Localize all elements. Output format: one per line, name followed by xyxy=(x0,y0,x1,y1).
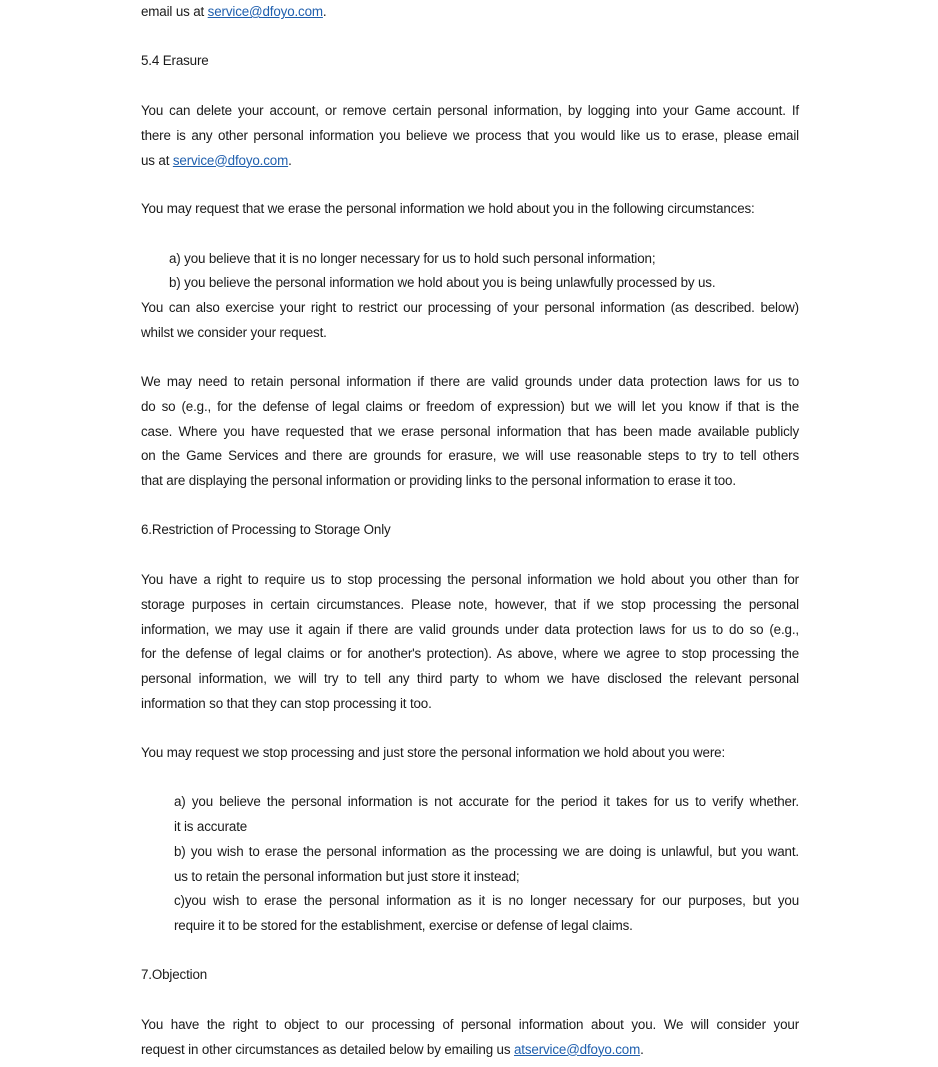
section-heading-restriction: 6.Restriction of Processing to Storage Only xyxy=(141,522,391,537)
text-line: You have the right to object to our processing of personal information about you. We will consider your xyxy=(141,1017,799,1032)
text-line: personal information, we will try to tell any third party to whom we have disclosed the relevant personal xyxy=(141,671,799,686)
text-line: information, we may use it again if there are valid grounds under data protection laws for us to do so (e.g., xyxy=(141,621,799,637)
text-line xyxy=(141,149,799,174)
restriction-list-item-c xyxy=(174,889,799,939)
text-fragment: . xyxy=(640,1041,644,1057)
text-line: on the Game Services and there are grounds for erasure, we will use reasonable steps to try to tell others xyxy=(141,448,799,464)
text-line: whilst we consider your request. xyxy=(141,324,327,340)
erasure-list-item-b: b) you believe the personal information we hold about you is being unlawfully processed by us. xyxy=(169,275,716,290)
text-line: us to retain the personal information but just store it instead; xyxy=(174,868,520,884)
text-line: do so (e.g., for the defense of legal claims or freedom of expression) but we will let you know if that is the xyxy=(141,398,799,414)
text-line: for the defense of legal claims or for another's protection). As above, where we agree to stop processing the xyxy=(141,646,799,662)
text-fragment: . xyxy=(322,4,327,19)
restriction-list-item-a xyxy=(174,790,799,840)
text-line: storage purposes in certain circumstances. Please note, however, that if we stop processing the personal xyxy=(141,596,799,612)
text-line: We may need to retain personal information if there are valid grounds under data protection laws for us to xyxy=(141,374,799,389)
objection-email-link[interactable]: atservice@dfoyo.com xyxy=(513,1041,641,1057)
email-contact-line xyxy=(141,0,326,25)
text-line: a) you believe the personal information is not accurate for the period it takes for us to verify whether. xyxy=(174,794,799,809)
restriction-list-item-b xyxy=(174,840,799,890)
text-line: there is any other personal information you believe we process that you would like us to erase, please email xyxy=(141,127,799,143)
text-line: c)you wish to erase the personal information as it is no longer necessary for our purposes, but you xyxy=(174,893,799,908)
service-email-link[interactable]: service@dfoyo.com xyxy=(172,152,289,168)
service-email-link[interactable]: service@dfoyo.com xyxy=(207,4,323,19)
erasure-paragraph-3 xyxy=(141,296,799,346)
text-line: case. Where you have requested that we erase personal information that has been made available publicly xyxy=(141,423,799,439)
erasure-list-item-a: a) you believe that it is no longer necessary for us to hold such personal information; xyxy=(169,251,656,266)
text-line: b) you wish to erase the personal information as the processing we are doing is unlawful, but you want. xyxy=(174,844,799,859)
restriction-paragraph-2: You may request we stop processing and just store the personal information we hold about you were: xyxy=(141,745,726,760)
text-line: information so that they can stop processing it too. xyxy=(141,695,432,711)
erasure-paragraph-4 xyxy=(141,370,799,494)
text-fragment: us at xyxy=(141,152,173,168)
section-heading-erasure: 5.4 Erasure xyxy=(141,53,209,68)
text-line: require it to be stored for the establishment, exercise or defense of legal claims. xyxy=(174,917,633,933)
erasure-paragraph-2: You may request that we erase the personal information we hold about you in the following circumstances: xyxy=(141,201,755,216)
text-fragment: email us at xyxy=(141,4,208,19)
restriction-paragraph-1 xyxy=(141,568,799,717)
erasure-paragraph-1 xyxy=(141,99,799,173)
text-fragment: request in other circumstances as detailed below by emailing us xyxy=(141,1041,514,1057)
text-line xyxy=(141,1038,799,1063)
text-line: it is accurate xyxy=(174,818,248,834)
text-line: You have a right to require us to stop processing the personal information we hold about you other than for xyxy=(141,572,799,587)
text-fragment: . xyxy=(288,152,292,168)
text-line: that are displaying the personal information or providing links to the personal information to erase it too. xyxy=(141,473,736,488)
text-line: You can also exercise your right to restrict our processing of your personal information (as described. below) xyxy=(141,300,799,315)
section-heading-objection: 7.Objection xyxy=(141,967,208,982)
text-line: You can delete your account, or remove certain personal information, by logging into your Game account. If xyxy=(141,103,799,118)
objection-paragraph-1 xyxy=(141,1013,799,1063)
